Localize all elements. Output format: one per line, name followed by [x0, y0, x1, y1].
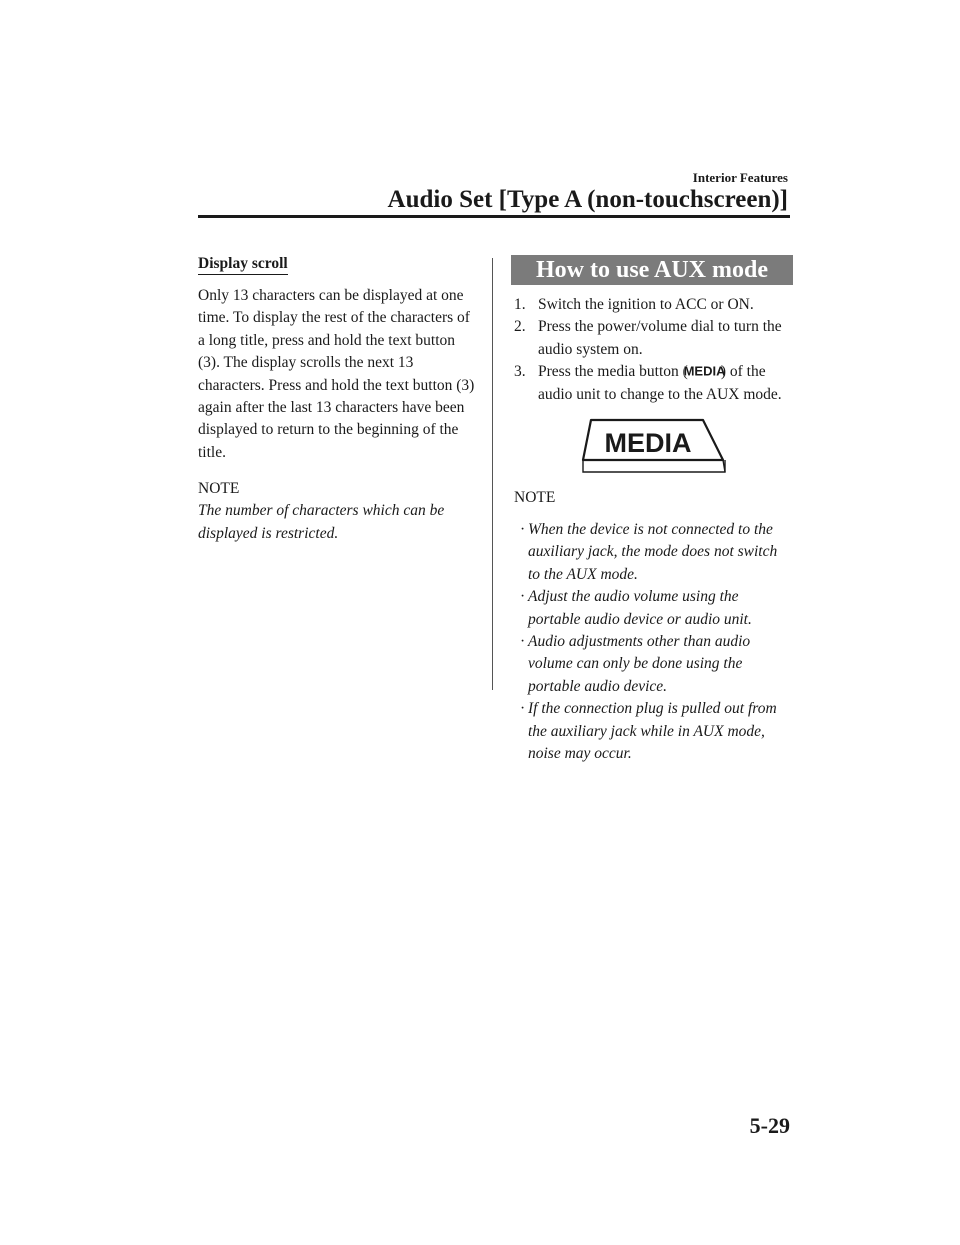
header-rule [198, 215, 790, 218]
step-number: 2. [514, 318, 526, 336]
aux-steps-list [511, 294, 793, 406]
step-text: Switch the ignition to ACC or ON. [538, 296, 754, 313]
step-item [511, 294, 793, 316]
step-text: Press the power/volume dial to turn the audio system on. [538, 318, 782, 358]
note-text: The number of characters which can be displayed is restricted. [198, 502, 445, 542]
note-item-text: If the connection plug is pulled out from the auxiliary jack while in AUX mode, noise may occur. [528, 700, 777, 763]
note-label: NOTE [514, 489, 556, 507]
header-section-label: Interior Features [692, 170, 788, 185]
page-title: Audio Set [Type A (non-touchscreen)] [387, 186, 788, 213]
note-item [511, 519, 793, 586]
note-item-text: When the device is not connected to the auxiliary jack, the mode does not switch to the AUX mode. [528, 521, 778, 583]
step-text-before: Press the media button ( [538, 363, 688, 381]
note-item [511, 586, 793, 631]
aux-notes-list [511, 519, 793, 765]
note-item-text: Audio adjustments other than audio volume can only be done using the portable audio device. [528, 633, 751, 695]
step-item [511, 316, 793, 361]
step-number: 1. [514, 296, 526, 313]
bullet-icon: · [520, 588, 526, 606]
page-number: 5-29 [749, 1113, 790, 1138]
bullet-icon: · [520, 700, 526, 718]
step-text-after: ) of the audio unit to change to the AUX mode. [538, 363, 782, 403]
note-item [511, 698, 793, 765]
note-item-text: Adjust the audio volume using the portable audio device or audio unit. [528, 588, 752, 628]
right-column [511, 255, 793, 766]
media-button-illustration [577, 414, 727, 476]
note-label: NOTE [198, 480, 240, 498]
media-button-inline-icon [683, 363, 726, 379]
bullet-icon: · [520, 633, 526, 651]
left-column [198, 255, 480, 545]
display-scroll-paragraph: Only 13 characters can be displayed at one time. To display the rest of the characters of a long title, press and hold the text button (3). The display scrolls the next 13 characters. Press and hold the text button (3) again after the last 13 characters have been displayed to return to the beginning of the title. [198, 287, 475, 461]
media-button-label: MEDIA [604, 428, 692, 459]
column-divider [492, 258, 493, 690]
display-scroll-subheading: Display scroll [198, 255, 288, 275]
media-inline-label: MEDIA [683, 363, 726, 379]
step-item [511, 361, 793, 406]
aux-mode-banner: How to use AUX mode [511, 255, 793, 285]
step-number: 3. [514, 363, 526, 381]
note-item [511, 631, 793, 698]
bullet-icon: · [520, 521, 526, 539]
